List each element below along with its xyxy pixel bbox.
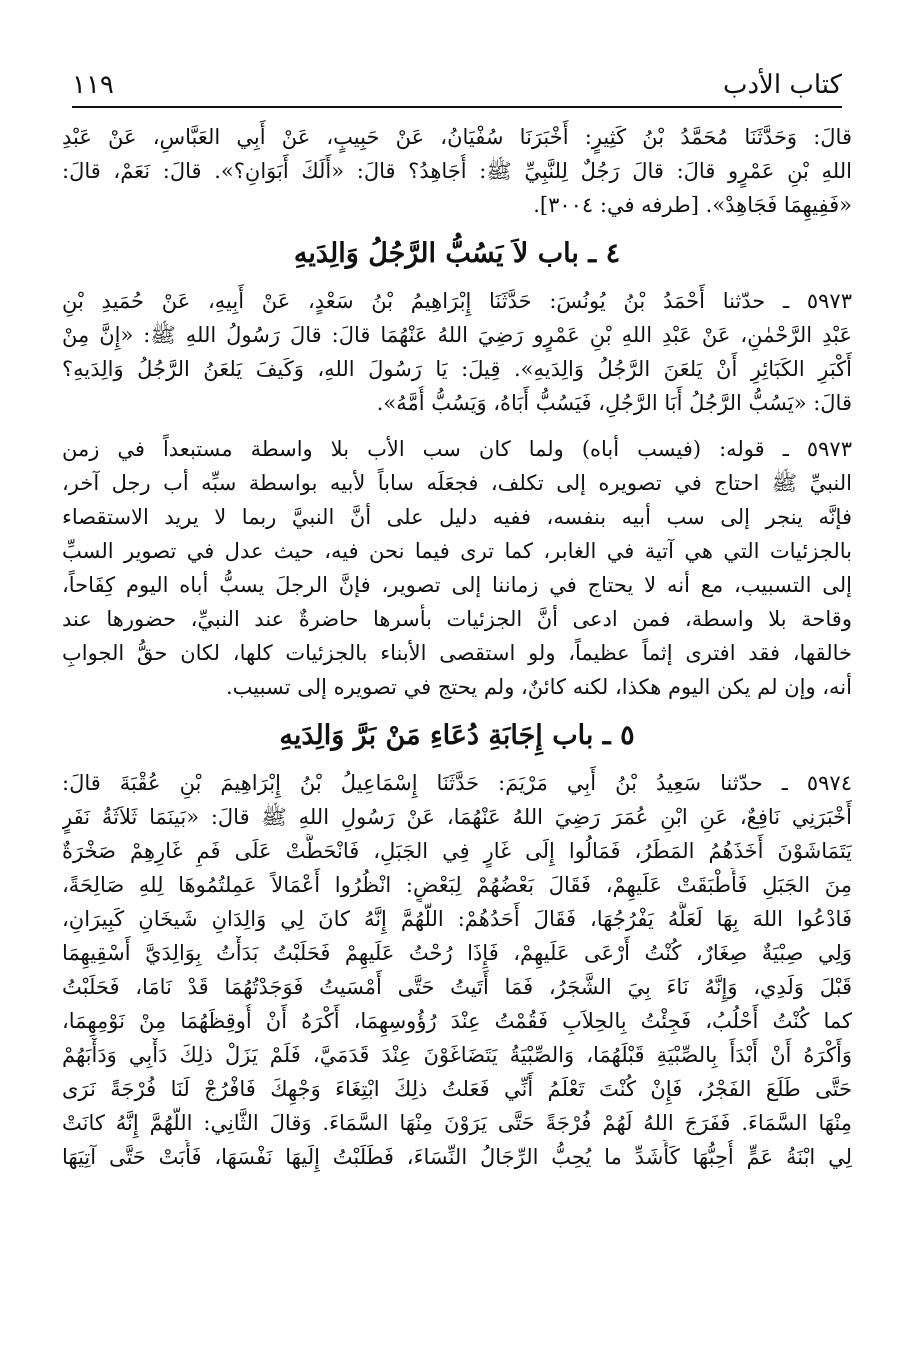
text-line: كما كُنْتُ أَحْلُبُ، فَجِئْتُ بِالحِلاَبِ فَقُمْتُ عِنْدَ رُؤُوسِهِمَا، أَكْرَهُ أَنْ أُوقِظَهُمَا مِنْ نَوْمِهِمَا، [62,1009,852,1033]
text-line: يَتَمَاشَوْنَ أَخَذَهُمُ المَطَرُ، فَمَالُوا إِلَى غَارٍ فِي الجَبَلِ، فَانْحَطَّتْ عَلَى فَمِ غَارِهِمْ صَخْرَةٌ [62,839,852,863]
text-line: وَلِي صِبْيَةٌ صِغَارٌ، كُنْتُ أَرْعَى عَلَيهِمْ، فَإِذَا رُحْتُ عَلَيهِمْ فَحَلَبْتُ بَدَأْتُ بِوَالِدَيَّ أَسْقِيهِمَا [62,941,852,965]
text-line: وقاحة بلا واسطة، فمن ادعى أنَّ الجزئيات بأسرها حاضرةٌ عند النبيِّ، حضورها عند [62,607,852,631]
text-line: قَبْلَ وَلَدِي، وَإِنَّهُ نَاءَ بِيَ الشَّجَرُ، فَمَا أَتَيتُ حَتَّى أَمْسَيتُ فَوَجَدْتُهُمَا قَدْ نَامَا، فَحَلَبْتُ [62,975,852,999]
text-line: وَأَكْرَهُ أَنْ أَبْدَأَ بِالصِّبْيَةِ قَبْلَهُمَا، وَالصِّبْيَةُ يَتَضَاغَوْنَ عِنْدَ قَدَمَيَّ، فَلَمْ يَزَلْ ذلِكَ دَأْبِي وَدَأْبَهُمْ [62,1043,852,1067]
chapter-heading: ٤ ـ باب لاَ يَسُبُّ الرَّجُلُ وَالِدَيهِ [293,238,621,269]
text-line: قالَ: «يَسُبُّ الرَّجُلُ أَبَا الرَّجُلِ، فَيَسُبُّ أَبَاهُ، وَيَسُبُّ أُمَّهُ». [376,391,852,415]
text-line: بالجزئيات التي هي آتية في الغابر، كما ترى فيما نحن فيه، حيث عدل في تصوير السبِّ [62,539,852,563]
text-line: إلى التسبيب، مع أنه لا يحتاج في زماننا إلى تصوير، فإنَّ الرجلَ يسبُّ أباه اليوم كِفَاحاً، [62,573,852,597]
hadith-paragraph [62,120,852,222]
text-line: أَخْبَرَنِي نَافِعٌ، عَنِ ابْنِ عُمَرَ رَضِيَ اللهُ عَنْهُمَا، عَنْ رَسُولِ اللهِ ﷺ قالَ: «بَينَمَا ثَلاَثَةُ نَفَرٍ [62,805,852,829]
commentary-paragraph [62,432,852,704]
text-line: مِنَ الجَبَلِ فَأَطْبَقَتْ عَلَيهِمْ، فَقَالَ بَعْضُهُمْ لِبَعْضٍ: انْظُرُوا أَعْمَالاً عَمِلتُمُوهَا لِلهِ صَالِحَةً، [62,873,852,897]
text-line: النبيِّ ﷺ احتاج في تصويره إلى تكلف، فجعَلَه ساباً لأبيه بواسطة سبِّه أب رجل آخر، [62,471,852,495]
page-number: ١١٩ [72,70,114,100]
text-line: اللهِ بْنِ عَمْرٍو قالَ: قالَ رَجُلٌ لِلنَّبِيِّ ﷺ: أُجَاهِدُ؟ قالَ: «أَلَكَ أَبَوَانِ؟». قالَ: نَعَمْ، قالَ: [62,159,852,183]
text-line: مِنْهَا السَّمَاءَ. فَفَرَجَ اللهُ لَهُمْ فُرْجَةً حَتَّى يَرَوْنَ مِنْهَا السَّمَاءَ. وَقالَ الثَّانِي: اللّهُمَّ إِنَّهُ كانَتْ [62,1111,852,1135]
text-line: قالَ: وَحَدَّثَنَا مُحَمَّدُ بْنُ كَثِيرٍ: أَخْبَرَنَا سُفْيَانُ، عَنْ حَبِيبٍ، عَنْ أَبِي العَبَّاسِ، عَنْ عَبْدِ [62,125,852,149]
text-line: خالقها، فقد افترى إثماً عظيماً، ولو استقصى الأبناء بالجزئيات كلها، لكان حقُّ الجوابِ [62,641,852,665]
hadith-paragraph [62,284,852,420]
text-line: عَبْدِ الرَّحْمٰنِ، عَنْ عَبْدِ اللهِ بْنِ عَمْرٍو رَضِيَ اللهُ عَنْهُمَا قالَ: قالَ رَسُولُ اللهِ ﷺ: «إِنَّ مِنْ [62,323,852,347]
text-line: حَتَّى طَلَعَ الفَجْرُ، فَإِنْ كُنْتَ تَعْلَمُ أَنِّي فَعَلتُ ذلِكَ ابْتِغَاءَ وَجْهِكَ فَافْرُجْ لَنَا فُرْجَةً نَرَى [62,1077,852,1101]
text-line: أَكْبَرِ الكَبَائِرِ أَنْ يَلعَنَ الرَّجُلُ وَالِدَيهِ». قِيلَ: يَا رَسُولَ اللهِ، وَكَيفَ يَلعَنُ الرَّجُلُ وَالِدَيهِ؟ [62,357,852,381]
text-line: ٥٩٧٣ ـ قوله: (فيسب أباه) ولما كان سب الأب بلا واسطة مستبعداً في زمن [62,437,852,461]
chapter-heading: ٥ ـ باب إِجَابَةِ دُعَاءِ مَنْ بَرَّ وَالِدَيهِ [279,720,635,751]
text-line: أنه، وإن لم يكن اليوم هكذا، لكنه كائنٌ، ولم يحتج في تصويره إلى تسبيب. [226,675,852,699]
text-line: ٥٩٧٣ ـ حدّثنا أَحْمَدُ بْنُ يُونُسَ: حَدَّثَنَا إِبْرَاهِيمُ بْنُ سَعْدٍ، عَنْ أَبِيهِ، عَنْ حُمَيدِ بْنِ [62,289,852,313]
hadith-paragraph [62,766,852,1174]
text-line: فإنَّه ينجر إلى سب أبيه بنفسه، ففيه دليل على أنَّ النبيَّ ربما لا يريد الاستقصاء [62,505,852,529]
running-title: كتاب الأدب [723,70,842,100]
page-content [62,120,852,1174]
text-line: ٥٩٧٤ ـ حدّثنا سَعِيدُ بْنُ أَبِي مَرْيَمَ: حَدَّثَنَا إِسْمَاعِيلُ بْنُ إِبْرَاهِيمَ بْنِ عُقْبَةَ قالَ: [62,771,852,795]
text-line: لِي ابْنَةُ عَمٍّ أُحِبُّهَا كَأَشَدِّ ما يُحِبُّ الرِّجَالُ النِّسَاءَ، فَطَلَبْتُ إِلَيهَا نَفْسَهَا، فَأَبَتْ حَتَّى آتِيَهَا [62,1145,852,1169]
text-line: «فَفِيهِمَا فَجَاهِدْ». [طرفه في: ٣٠٠٤]. [533,193,852,217]
text-line: فَادْعُوا اللهَ بِهَا لَعَلَّهُ يَفْرُجُهَا، فَقَالَ أَحَدُهُمْ: اللّهُمَّ إِنَّهُ كانَ لِي وَالِدَانِ شَيخَانِ كَبِيرَانِ، [62,907,852,931]
spacer [62,420,852,432]
page-header [72,62,842,108]
